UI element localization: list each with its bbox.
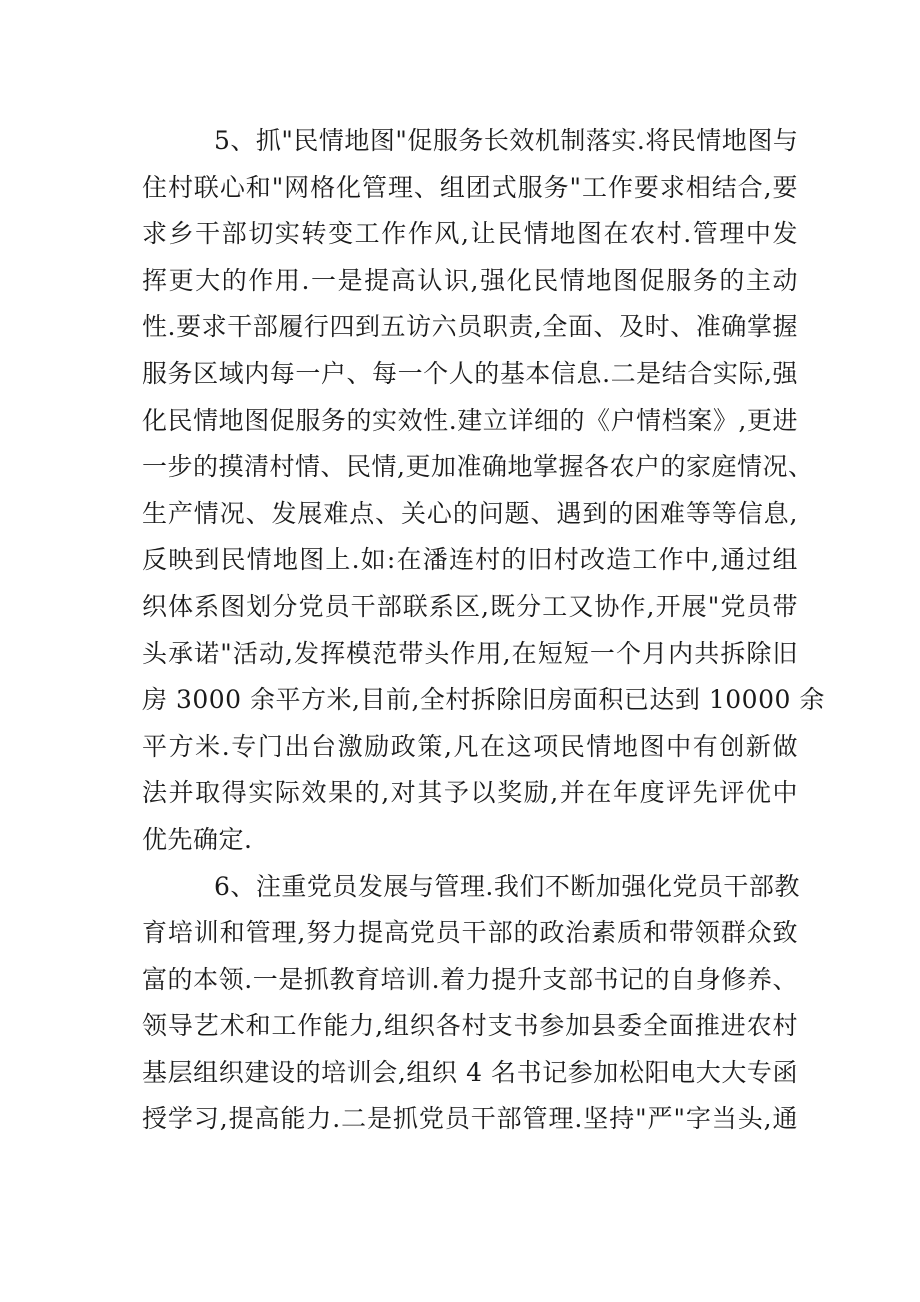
paragraph-5 xyxy=(142,118,825,864)
text-line: 授学习,提高能力.二是抓党员干部管理.坚持"严"字当头,通 xyxy=(142,1104,798,1134)
text-line: 头承诺"活动,发挥模范带头作用,在短短一个月内共拆除旧 xyxy=(142,638,798,668)
text-line: 平方米.专门出台激励政策,凡在这项民情地图中有创新做 xyxy=(142,731,798,761)
text-line: 挥更大的作用.一是提高认识,强化民情地图促服务的主动 xyxy=(142,265,798,295)
text-line: 领导艺术和工作能力,组织各村支书参加县委全面推进农村 xyxy=(142,1011,798,1041)
text-line: 生产情况、发展难点、关心的问题、遇到的困难等等信息, xyxy=(142,498,798,528)
text-line: 服务区域内每一户、每一个人的基本信息.二是结合实际,强 xyxy=(142,358,798,388)
text-line: 育培训和管理,努力提高党员干部的政治素质和带领群众致 xyxy=(142,918,798,948)
paragraph-6 xyxy=(142,864,798,1144)
text-line: 一步的摸清村情、民情,更加准确地掌握各农户的家庭情况、 xyxy=(142,452,814,482)
text-line: 优先确定. xyxy=(142,824,253,854)
text-line: 法并取得实际效果的,对其予以奖励,并在年度评先评优中 xyxy=(142,778,798,808)
text-line: 富的本领.一是抓教育培训.着力提升支部书记的自身修养、 xyxy=(142,964,798,994)
text-line: 房 3000 余平方米,目前,全村拆除旧房面积已达到 10000 余 xyxy=(142,685,825,715)
document-body xyxy=(142,118,825,1143)
text-line: 化民情地图促服务的实效性.建立详细的《户情档案》,更进 xyxy=(142,405,798,435)
text-line: 住村联心和"网格化管理、组团式服务"工作要求相结合,要 xyxy=(142,172,798,202)
text-line: 基层组织建设的培训会,组织 4 名书记参加松阳电大大专函 xyxy=(142,1057,798,1087)
text-line: 织体系图划分党员干部联系区,既分工又协作,开展"党员带 xyxy=(142,591,798,621)
text-line: 反映到民情地图上.如:在潘连村的旧村改造工作中,通过组 xyxy=(142,545,798,575)
text-line: 求乡干部切实转变工作作风,让民情地图在农村.管理中发 xyxy=(142,219,798,249)
text-line: 性.要求干部履行四到五访六员职责,全面、及时、准确掌握 xyxy=(142,312,798,342)
text-line: 5、抓"民情地图"促服务长效机制落实.将民情地图与 xyxy=(214,126,799,155)
text-line: 6、注重党员发展与管理.我们不断加强化党员干部教 xyxy=(214,871,800,901)
